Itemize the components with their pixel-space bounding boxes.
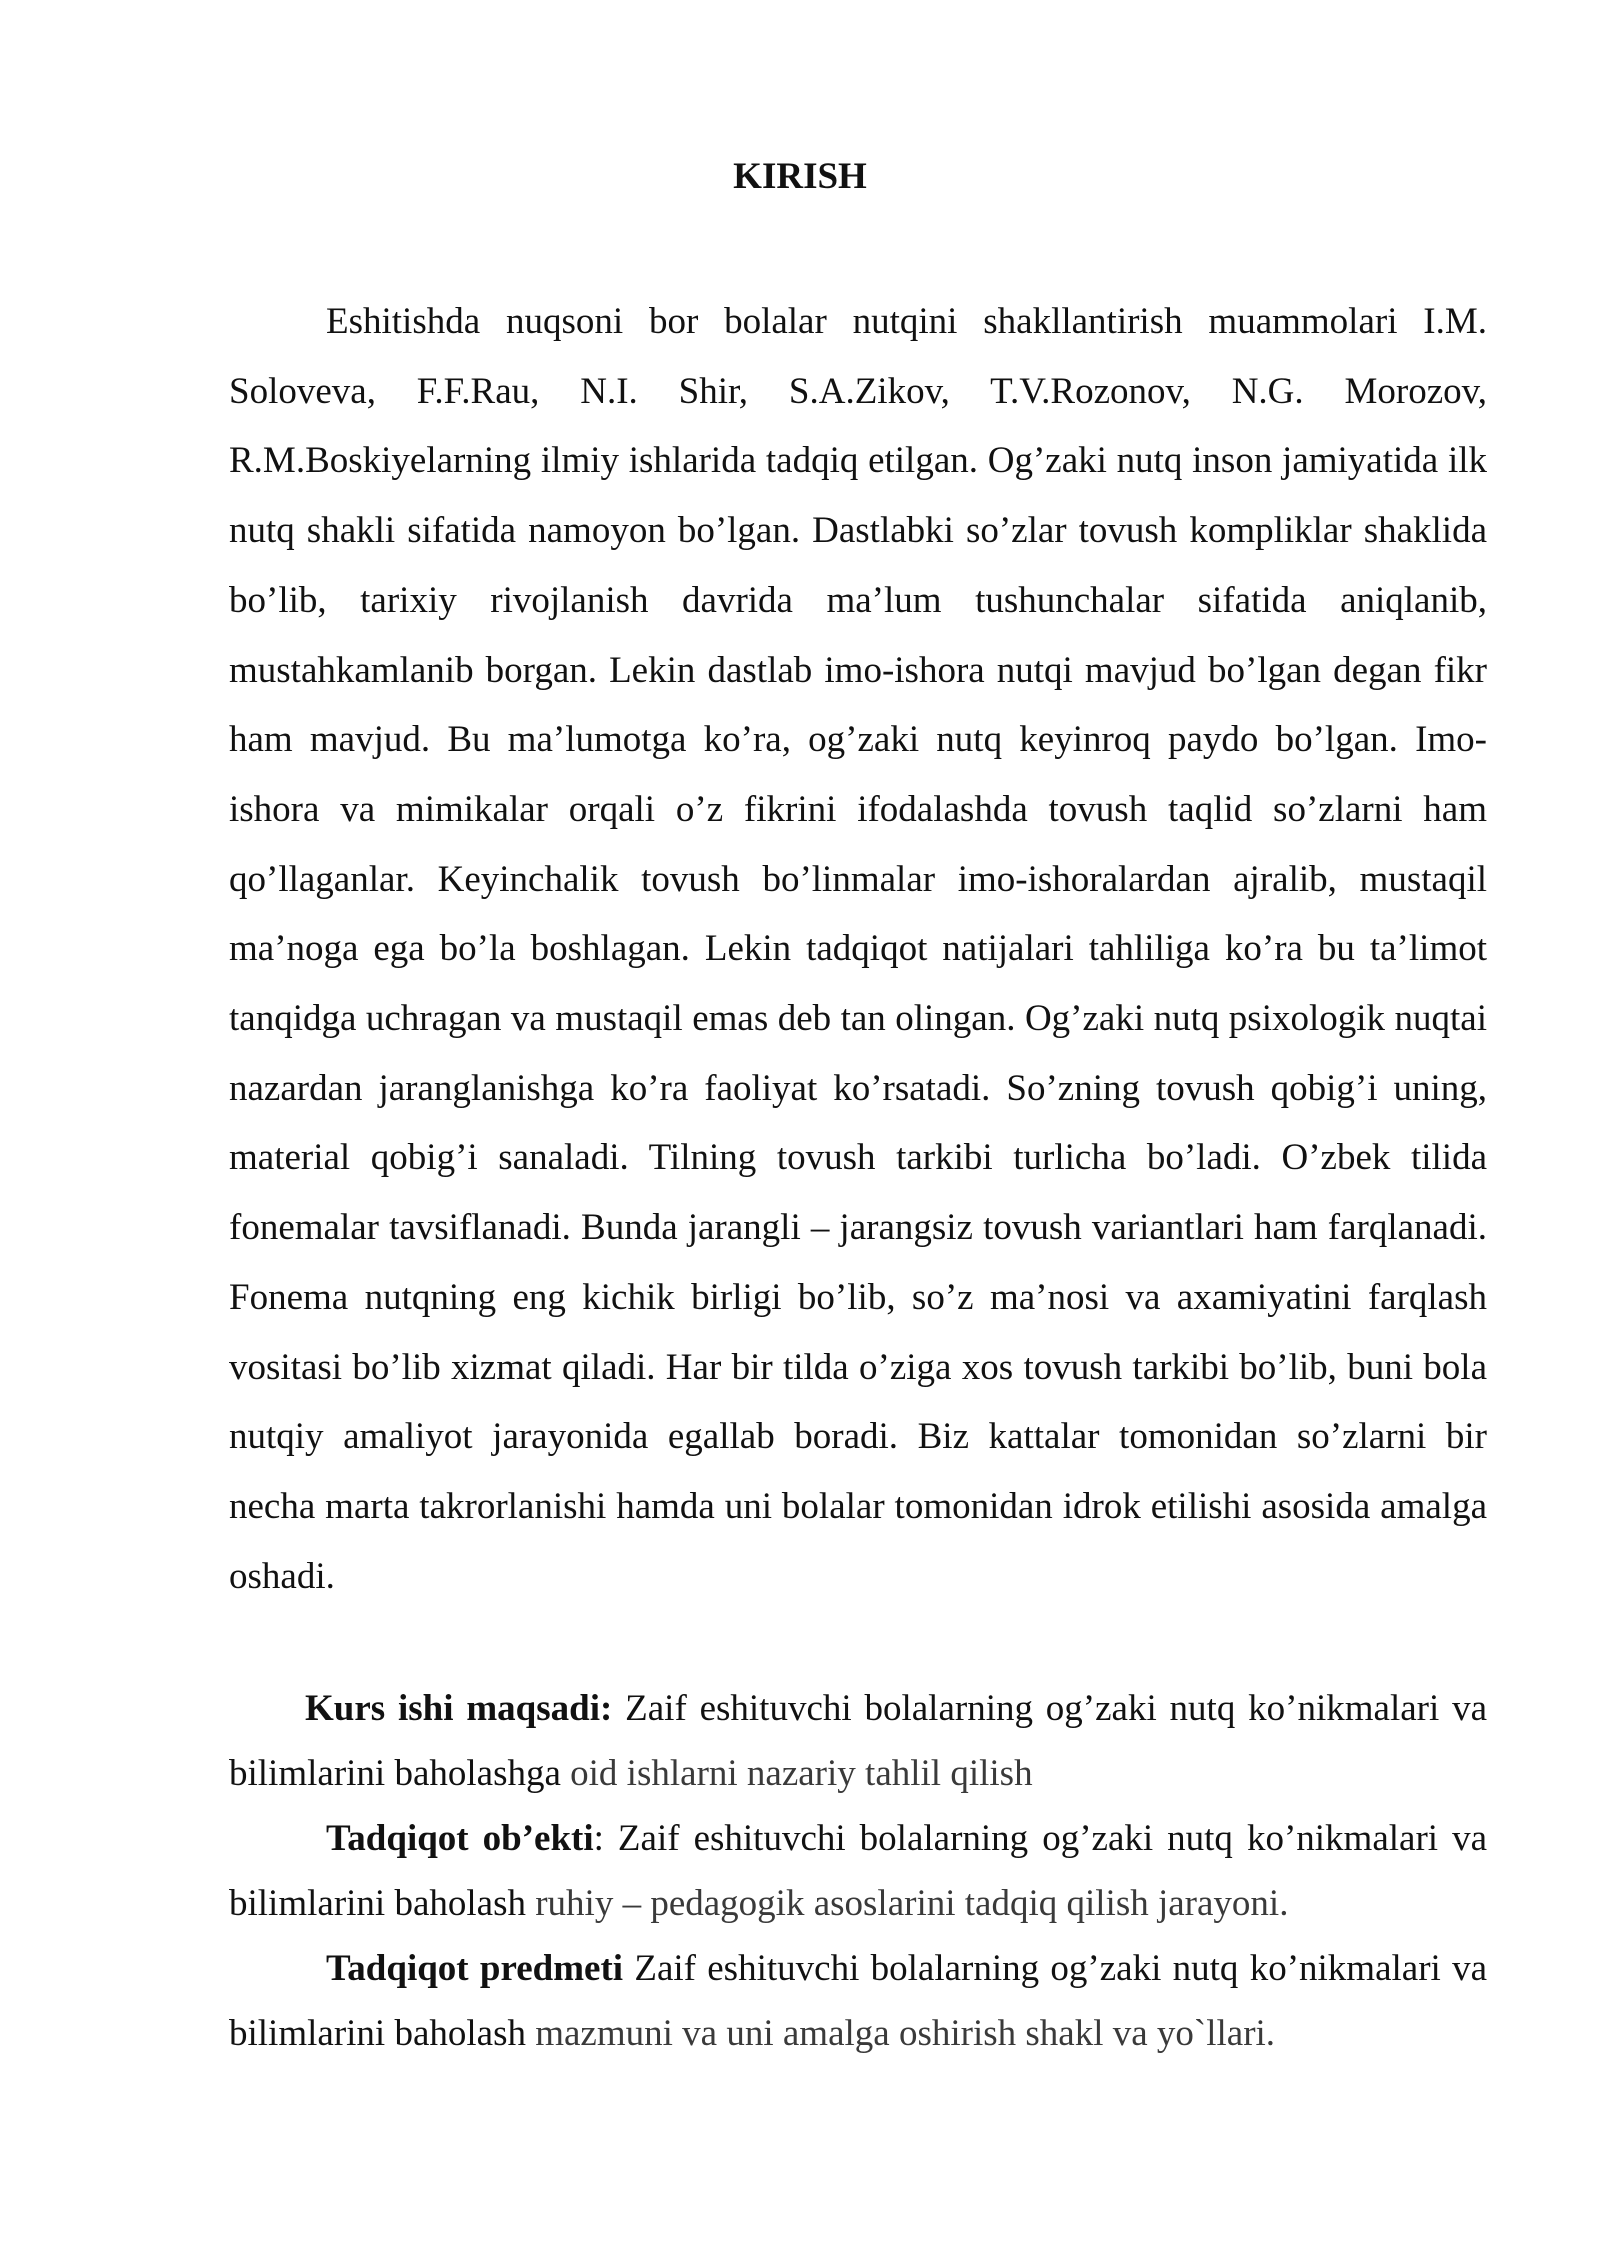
intro-paragraph: Eshitishda nuqsoni bor bolalar nutqini shakllantirish muammolari I.M. Soloveva, F.F.Rau, N.I. Shir, S.A.Zikov, T.V.Rozonov, N.G. Morozov, R.M.Boskiyelarning ilmiy ishlarida tadqiq etilgan. Og’zaki nutq inson jamiyatida ilk nutq shakli sifatida namoyon bo’lgan. Dastlabki so’zlar tovush kompliklar shaklida bo’lib, tarixiy rivojlanish davrida ma’lum tushunchalar sifatida aniqlanib, mustahkamlanib borgan. Lekin dastlab imo-ishora nutqi mavjud bo’lgan degan fikr ham mavjud. Bu ma’lumotga ko’ra, og’zaki nutq keyinroq paydo bo’lgan. Imo-ishora va mimikalar orqali o’z fikrini ifodalashda tovush taqlid so’zlarni ham qo’llaganlar. Keyinchalik tovush bo’linmalar imo-ishoralardan ajralib, mustaqil ma’noga ega bo’la boshlagan. Lekin tadqiqot natijalari tahliliga ko’ra bu ta’limot tanqidga uchragan va mustaqil emas deb tan olingan. Og’zaki nutq psixologik nuqtai nazardan jaranglanishga ko’ra faoliyat ko’rsatadi. So’zning tovush qobig’i uning, material qobig’i sanaladi. Tilning tovush tarkibi turlicha bo’ladi. O’zbek tilida fonemalar tavsiflanadi. Bunda jarangli – jarangsiz tovush variantlari ham farqlanadi. Fonema nutqning eng kichik birligi bo’lib, so’z ma’nosi va axamiyatini farqlash vositasi bo’lib xizmat qiladi. Har bir tilda o’ziga xos tovush tarkibi bo’lib, buni bola nutqiy amaliyot jarayonida egallab boradi. Biz kattalar tomonidan so’zlarni bir necha marta takrorlanishi hamda uni bolalar tomonidan idrok etilishi asosida amalga oshadi. (229, 301, 1487, 1597)
object-label: Tadqiqot ob’ekti (326, 1818, 594, 1859)
goal-text: Zaif eshituvchi bolalarning og’zaki nutq ko’nikmalari va bilimlarini baholashga (229, 1688, 1487, 1794)
goal-section (229, 1676, 1487, 1806)
object-section (229, 1806, 1487, 1936)
goal-text-tail: oid ishlarni nazariy tahlil qilish (560, 1753, 1033, 1794)
subject-text: Zaif eshituvchi bolalarning og’zaki nutq ko’nikmalari va bilimlarini baholash (229, 1948, 1488, 2054)
object-text-tail: ruhiy – pedagogik asoslarini tadqiq qilish jarayoni. (525, 1883, 1289, 1924)
goal-label: Kurs ishi maqsadi: (305, 1688, 613, 1729)
page-title: KIRISH (733, 156, 867, 197)
subject-section (229, 1936, 1487, 2066)
subject-label: Tadqiqot predmeti (326, 1948, 624, 1989)
object-text: : Zaif eshituvchi bolalarning og’zaki nutq ko’nikmalari va bilimlarini baholash (229, 1818, 1487, 1924)
subject-text-tail: mazmuni va uni amalga oshirish shakl va yo`llari. (525, 2013, 1276, 2054)
